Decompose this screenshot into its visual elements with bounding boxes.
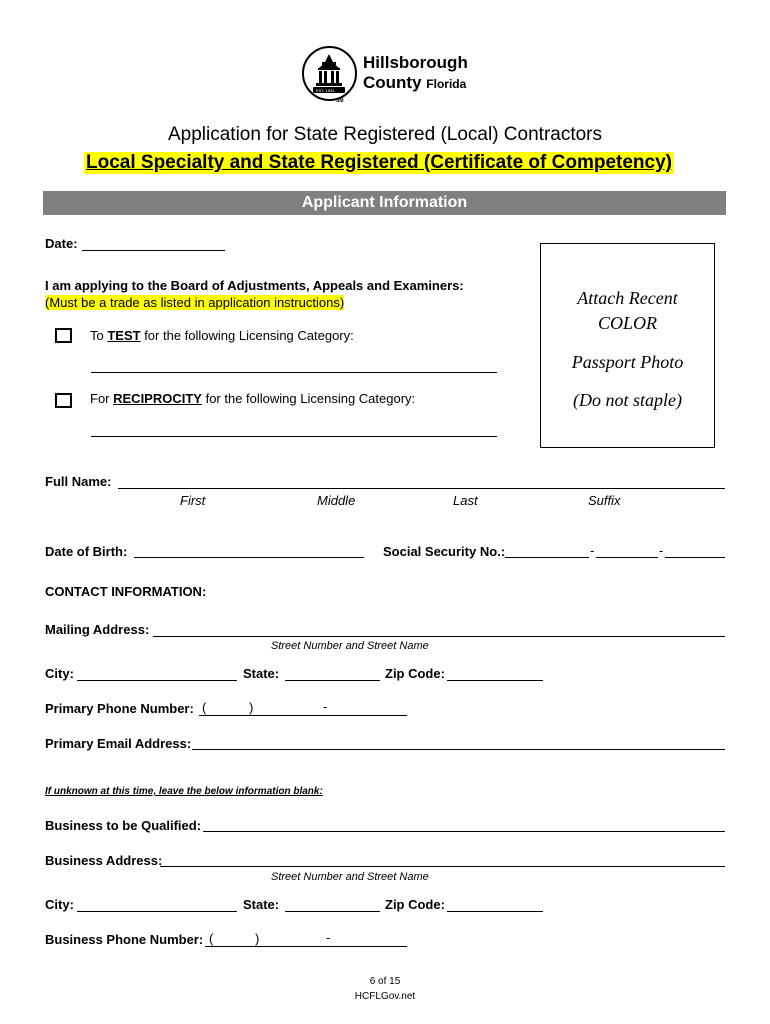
dob-field[interactable] bbox=[134, 557, 364, 558]
contact-heading: CONTACT INFORMATION: bbox=[45, 584, 207, 599]
name-hint-last: Last bbox=[453, 493, 478, 508]
business-phone-label: Business Phone Number: bbox=[45, 932, 204, 947]
mailing-address-label: Mailing Address: bbox=[45, 622, 150, 637]
name-hint-middle: Middle bbox=[317, 493, 356, 508]
test-checkbox[interactable] bbox=[55, 328, 72, 343]
business-zip-label: Zip Code: bbox=[385, 897, 445, 912]
business-city-label: City: bbox=[45, 897, 74, 912]
primary-phone-label: Primary Phone Number: bbox=[45, 701, 194, 716]
city-label: City: bbox=[45, 666, 74, 681]
business-qualified-label: Business to be Qualified: bbox=[45, 818, 202, 833]
passport-photo-box bbox=[540, 243, 715, 448]
mailing-street-hint: Street Number and Street Name bbox=[271, 640, 429, 652]
business-address-label: Business Address: bbox=[45, 853, 163, 868]
photo-line3: Passport Photo bbox=[571, 352, 684, 372]
test-option-label: To TEST for the following Licensing Category: bbox=[90, 328, 354, 343]
ssn-field-part3[interactable] bbox=[665, 557, 725, 558]
logo-state: Florida bbox=[426, 77, 467, 91]
primary-phone-close-paren: ) bbox=[249, 700, 254, 715]
primary-phone-field[interactable] bbox=[199, 715, 407, 716]
business-address-field[interactable] bbox=[160, 866, 725, 867]
city-field[interactable] bbox=[77, 680, 237, 681]
zip-field[interactable] bbox=[447, 680, 543, 681]
ssn-dash1: - bbox=[590, 543, 595, 558]
business-qualified-field[interactable] bbox=[203, 831, 725, 832]
photo-line2: COLOR bbox=[597, 313, 657, 333]
name-hint-suffix: Suffix bbox=[588, 493, 621, 508]
photo-line4: (Do not staple) bbox=[573, 390, 682, 410]
reciprocity-option-label: For RECIPROCITY for the following Licensing Category: bbox=[90, 391, 416, 406]
name-hint-first: First bbox=[180, 493, 206, 508]
website-footer: HCFLGov.net bbox=[354, 991, 416, 1002]
applying-heading: I am applying to the Board of Adjustments, Appeals and Examiners: bbox=[45, 278, 464, 293]
page-number: 6 of 15 bbox=[369, 976, 401, 987]
business-phone-dash: - bbox=[326, 930, 331, 945]
date-field[interactable] bbox=[82, 250, 225, 251]
page-title: Application for State Registered (Local) Contractors bbox=[167, 124, 603, 145]
ssn-field-part1[interactable] bbox=[505, 557, 589, 558]
business-street-hint: Street Number and Street Name bbox=[271, 871, 429, 883]
ssn-label: Social Security No.: bbox=[383, 544, 506, 559]
business-phone-open-paren: ( bbox=[209, 931, 214, 946]
page-subtitle: Local Specialty and State Registered (Certificate of Competency) bbox=[86, 152, 672, 173]
logo-county: County bbox=[363, 73, 422, 92]
seal-text: EST. 1834 bbox=[316, 88, 335, 93]
reciprocity-checkbox[interactable] bbox=[55, 393, 72, 408]
ssn-dash2: - bbox=[659, 543, 664, 558]
logo-name-line1: Hillsborough bbox=[363, 53, 468, 72]
primary-phone-open-paren: ( bbox=[202, 700, 207, 715]
business-state-field[interactable] bbox=[285, 911, 380, 912]
applying-note: (Must be a trade as listed in application instructions) bbox=[45, 295, 345, 310]
zip-label: Zip Code: bbox=[385, 666, 445, 681]
full-name-field[interactable] bbox=[118, 488, 725, 489]
mailing-address-field[interactable] bbox=[153, 636, 725, 637]
reciprocity-category-field[interactable] bbox=[91, 436, 497, 437]
county-seal-logo bbox=[302, 46, 357, 101]
state-label: State: bbox=[243, 666, 280, 681]
logo-trademark: SM bbox=[336, 98, 344, 104]
ssn-field-part2[interactable] bbox=[596, 557, 658, 558]
state-field[interactable] bbox=[285, 680, 380, 681]
business-phone-field[interactable] bbox=[205, 946, 407, 947]
section-header-applicant-information: Applicant Information bbox=[43, 191, 726, 215]
primary-phone-dash: - bbox=[323, 699, 328, 714]
business-zip-field[interactable] bbox=[447, 911, 543, 912]
business-phone-close-paren: ) bbox=[255, 931, 260, 946]
date-label: Date: bbox=[45, 236, 78, 251]
business-state-label: State: bbox=[243, 897, 280, 912]
primary-email-field[interactable] bbox=[192, 749, 725, 750]
primary-email-label: Primary Email Address: bbox=[45, 736, 192, 751]
full-name-label: Full Name: bbox=[45, 474, 112, 489]
dob-label: Date of Birth: bbox=[45, 544, 128, 559]
unknown-info-note: If unknown at this time, leave the below information blank: bbox=[45, 786, 323, 797]
test-category-field[interactable] bbox=[91, 372, 497, 373]
business-city-field[interactable] bbox=[77, 911, 237, 912]
photo-line1: Attach Recent bbox=[577, 288, 678, 308]
logo-name-line2 bbox=[363, 74, 466, 93]
